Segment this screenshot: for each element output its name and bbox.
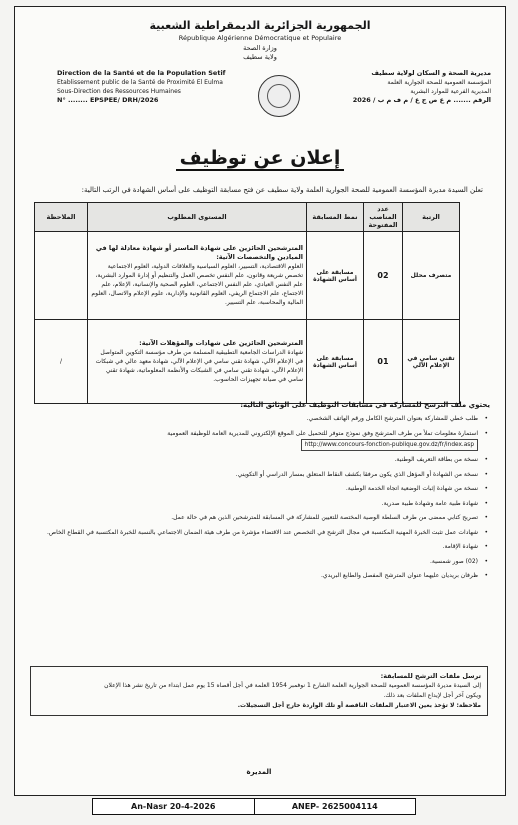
cell-mode: مسابقة على أساس الشهادة [307,232,364,320]
level-heading: المترشحين الحائزين على شهادة الماستر أو شهادة معادلة لها في الميادين والتخصصات الآتية: [95,244,303,261]
submission-box [30,666,488,716]
file-document-list [28,414,490,581]
header-left-block [57,69,227,105]
newspaper-date: An-Nasr 20-4-2026 [131,802,216,811]
list-item: • ظرفان بريديان عليهما عنوان المترشح المفصل والطابع البريدي. [28,571,478,581]
forms-link[interactable]: http://www.concours-fonction-publique.gov.dz/fr/index.asp [301,439,478,451]
institution-logo [258,75,300,117]
publication-stamp [92,798,416,815]
intro-paragraph: تعلن السيدة مديرة المؤسسة العمومية للصحة الجوارية العلمة ولاية سطيف عن فتح مسابقة التوظيف على أساس الشهادة في الرتب التالية: [81,186,483,194]
logo-emblem-icon [267,84,291,108]
cell-mode: مسابقة على أساس الشهادة [307,320,364,404]
list-item: • نسخة من الشهادة أو المؤهل الذي يكون مرفقا بكشف النقاط المتعلق بمسار الدراسي أو التكويني. [28,470,478,480]
header-right-block [311,69,491,105]
header-left-line: Direction de la Santé et de la Population Setif [57,69,226,77]
col-level: المستوى المطلوب [88,203,307,232]
level-body: العلوم الاقتصادية، التسيير، العلوم السياسية والعلاقات الدولية، العلوم الاجتماعية تخصص شريعة وقانون، علم النفس تخصص العمل والتنظيم أو إدارة الموارد البشرية، علم النفس العيادي، علم النفس الاجتماعي، العلوم الصحية والإنسانية، الإعلام، علم الاجتماع، علم الاجتماع الريفي، العلوم القانونية والإدارية، علوم الإعلام والاتصال، العلوم المالية والمحاسبة، علم التسيير. [91,263,303,306]
reference-number-ar: الرقم ....... م ع ص ج ع / م ف م ب / 2026 [352,96,491,104]
ministry-name: وزارة الصحة [243,44,277,52]
cell-grade: متصرف محلل [403,232,460,320]
header-left-line: Etablissement public de la Santé de Proximité El Eulma [57,79,223,86]
table-header-row [35,203,460,232]
cell-count: 02 [364,232,403,320]
col-count: عدد المناصب المفتوحة [364,203,403,232]
file-heading: يحتوي ملف الترشح للمشاركة في مسابقات التوظيف على الوثائق التالية: [240,401,490,409]
list-item: • طلب خطي للمشاركة بعنوان المترشح الكامل ورقم الهاتف الشخصي. [28,414,478,424]
list-item: • استمارة معلومات تملأ من طرف المترشح وفق نموذج متوفر للتحميل على الموقع الإلكتروني للمديرية العامة للوظيفة العمومية http://www.concours-fonction-publique.gov.dz/fr/index.asp [28,429,478,451]
announcement-title: إعلان عن توظيف [15,147,505,169]
application-file-section [28,400,490,586]
col-grade: الرتبة [403,203,460,232]
wilaya-name: ولاية سطيف [243,53,277,61]
list-item: • نسخة من شهادة إثبات الوضعية اتجاه الخدمة الوطنية. [28,484,478,494]
list-item: • شهادات عمل تثبت الخبرة المهنية المكتسبة في مجال الترشح في التخصص عند الاقتضاء مؤشرة من طرف هيئة الضمان الاجتماعي بالنسبة للخبرة المكتسبة في القطاع الخاص. [28,528,478,538]
list-item: • (02) صور شمسية. [28,557,478,567]
header-right-line: المديرية الفرعية للموارد البشرية [410,88,491,95]
anep-reference: ANEP- 2625004114 [254,799,416,814]
header-left-line: Sous-Direction des Ressources Humaines [57,88,181,95]
cell-grade: تقني سامي في الإعلام الآلي [403,320,460,404]
submission-note: ملاحظة: لا تؤخذ بعين الاعتبار الملفات الناقصة أو تلك الواردة خارج أجل التسجيلات. [237,702,481,709]
submission-heading: ترسل ملفات الترشح للمسابقة: [380,672,481,680]
cell-note: / [35,320,88,404]
header-right-line: المؤسسة العمومية للصحة الجوارية العلمة [387,79,491,86]
level-body: شهادة الدراسات الجامعية التطبيقية المسلمة من طرف مؤسسة التكوين المتواصل في الإعلام الآلي، شهادة تقني سامي في الإعلام الآلي، شهادة معهد عالي في شبكات الإعلام الآلي، شهادة تقني سامي في الشبكات والأنظمة المعلوماتية، شهادة تقني سامي في صيانة تجهيزات الحاسوب. [95,349,303,383]
director-signature: المديرة [246,768,272,776]
cell-note [35,232,88,320]
cell-level [88,320,307,404]
table-row [35,320,460,404]
list-item: • تصريح كتابي ممضى من طرف السلطة الوصية المختصة للتعيين للمشاركة في المسابقة للمترشحين الذين هم في حالة عمل. [28,513,478,523]
republic-title-ar: الجمهورية الجزائرية الديمقراطية الشعبية [149,19,371,32]
republic-title-fr: République Algérienne Démocratique et Populaire [178,34,342,42]
reference-number: N° ........ EPSPEE/ DRH/2026 [57,96,159,104]
cell-level [88,232,307,320]
header-right-line: مديرية الصحة و السكان لولاية سطيف [371,69,491,77]
list-item: • نسخة من بطاقة التعريف الوطنية. [28,455,478,465]
cell-count: 01 [364,320,403,404]
submission-deadline: ويكون آخر أجل لإيداع الملفات بعد ذلك. [383,692,481,699]
level-heading: المترشحين الحائزين على شهادات والمؤهلات الآتية: [139,339,303,347]
col-note: الملاحظة [35,203,88,232]
positions-table [34,202,460,404]
table-row [35,232,460,320]
col-mode: نمط المسابقة [307,203,364,232]
submission-address: إلى السيدة مديرة المؤسسة العمومية للصحة الجوارية العلمة الشارع 1 نوفمبر 1954 العلمة في أجل أقصاه 15 يوم عمل ابتداء من تاريخ نشر هذا الإعلان [104,682,481,689]
list-item: • شهادة الإقامة. [28,542,478,552]
list-item: • شهادة طبية عامة وشهادة طبية صدرية. [28,499,478,509]
